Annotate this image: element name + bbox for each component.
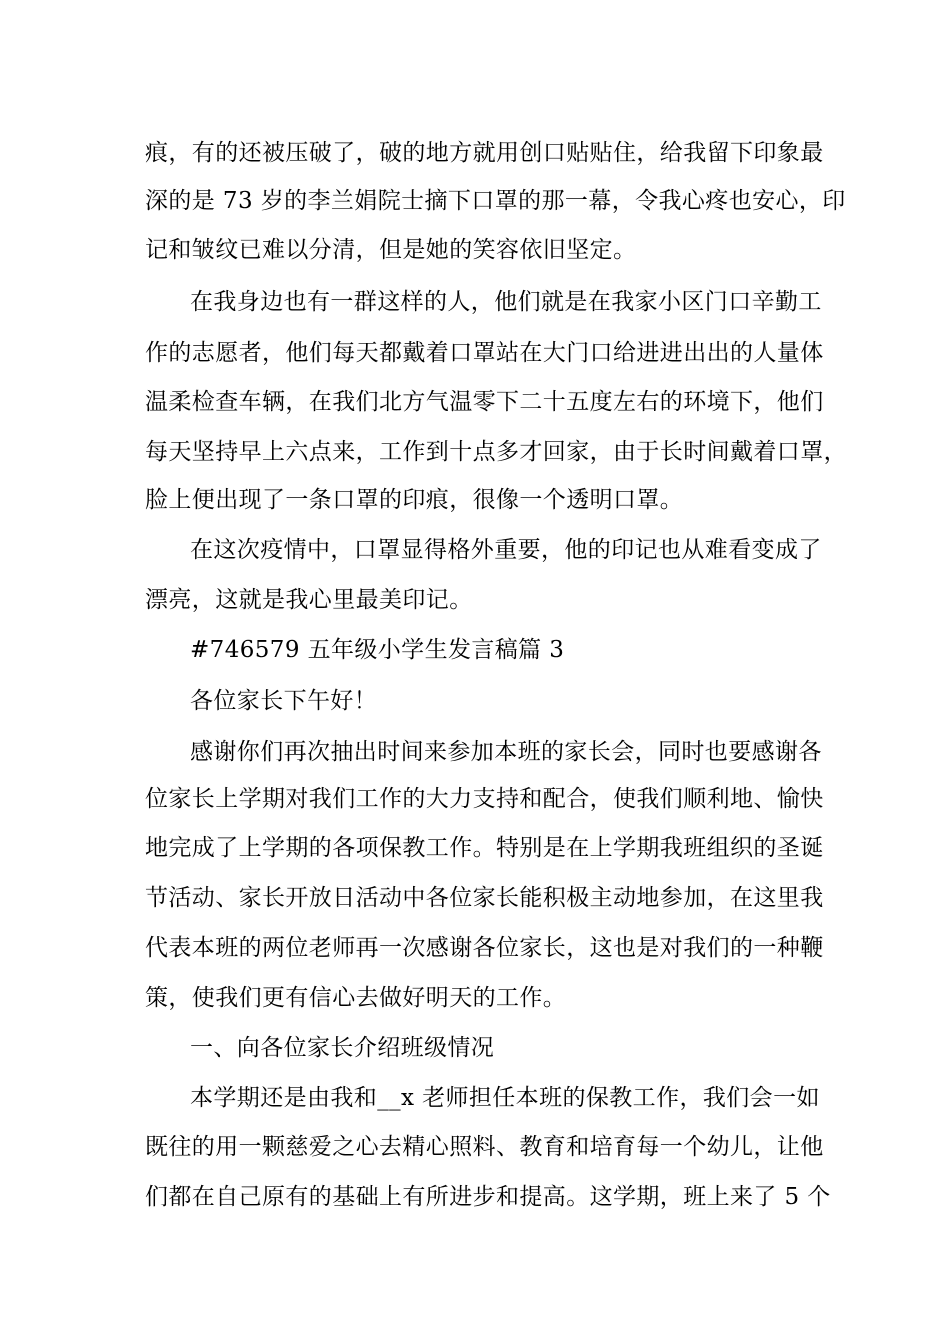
text-line: 深的是 73 岁的李兰娟院士摘下口罩的那一幕，令我心疼也安心，印 <box>145 188 846 214</box>
text-line: 节活动、家长开放日活动中各位家长能积极主动地参加，在这里我 <box>145 885 824 911</box>
paragraph-start: 感谢你们再次抽出时间来参加本班的家长会，同时也要感谢各 <box>190 739 822 765</box>
subheading: 一、向各位家长介绍班级情况 <box>190 1035 495 1061</box>
text-line: 脸上便出现了一条口罩的印痕，很像一个透明口罩。 <box>145 487 684 513</box>
text-line: 们都在自己原有的基础上有所进步和提高。这学期，班上来了 5 个 <box>145 1184 831 1210</box>
section-heading: #746579 五年级小学生发言稿篇 3 <box>190 637 565 663</box>
text-line: 策，使我们更有信心去做好明天的工作。 <box>145 985 567 1011</box>
text-line: 既往的用一颗慈爱之心去精心照料、教育和培育每一个幼儿，让他 <box>145 1134 824 1160</box>
text-line: 代表本班的两位老师再一次感谢各位家长，这也是对我们的一种鞭 <box>145 935 824 961</box>
text-line: 作的志愿者，他们每天都戴着口罩站在大门口给进进出出的人量体 <box>145 340 824 366</box>
paragraph-start: 在这次疫情中，口罩显得格外重要，他的印记也从难看变成了 <box>190 537 822 563</box>
text-line: 漂亮，这就是我心里最美印记。 <box>145 587 473 613</box>
text-line: 温柔检查车辆，在我们北方气温零下二十五度左右的环境下，他们 <box>145 389 824 415</box>
text-line: 位家长上学期对我们工作的大力支持和配合，使我们顺利地、愉快 <box>145 786 824 812</box>
greeting: 各位家长下午好！ <box>190 688 378 714</box>
text-line: 痕，有的还被压破了，破的地方就用创口贴贴住，给我留下印象最 <box>145 140 824 166</box>
paragraph-start: 本学期还是由我和__x 老师担任本班的保教工作，我们会一如 <box>190 1085 820 1111</box>
text-line: 记和皱纹已难以分清，但是她的笑容依旧坚定。 <box>145 237 637 263</box>
text-line: 地完成了上学期的各项保教工作。特别是在上学期我班组织的圣诞 <box>145 835 824 861</box>
paragraph-start: 在我身边也有一群这样的人，他们就是在我家小区门口辛勤工 <box>190 289 822 315</box>
text-line: 每天坚持早上六点来，工作到十点多才回家，由于长时间戴着口罩， <box>145 439 847 465</box>
